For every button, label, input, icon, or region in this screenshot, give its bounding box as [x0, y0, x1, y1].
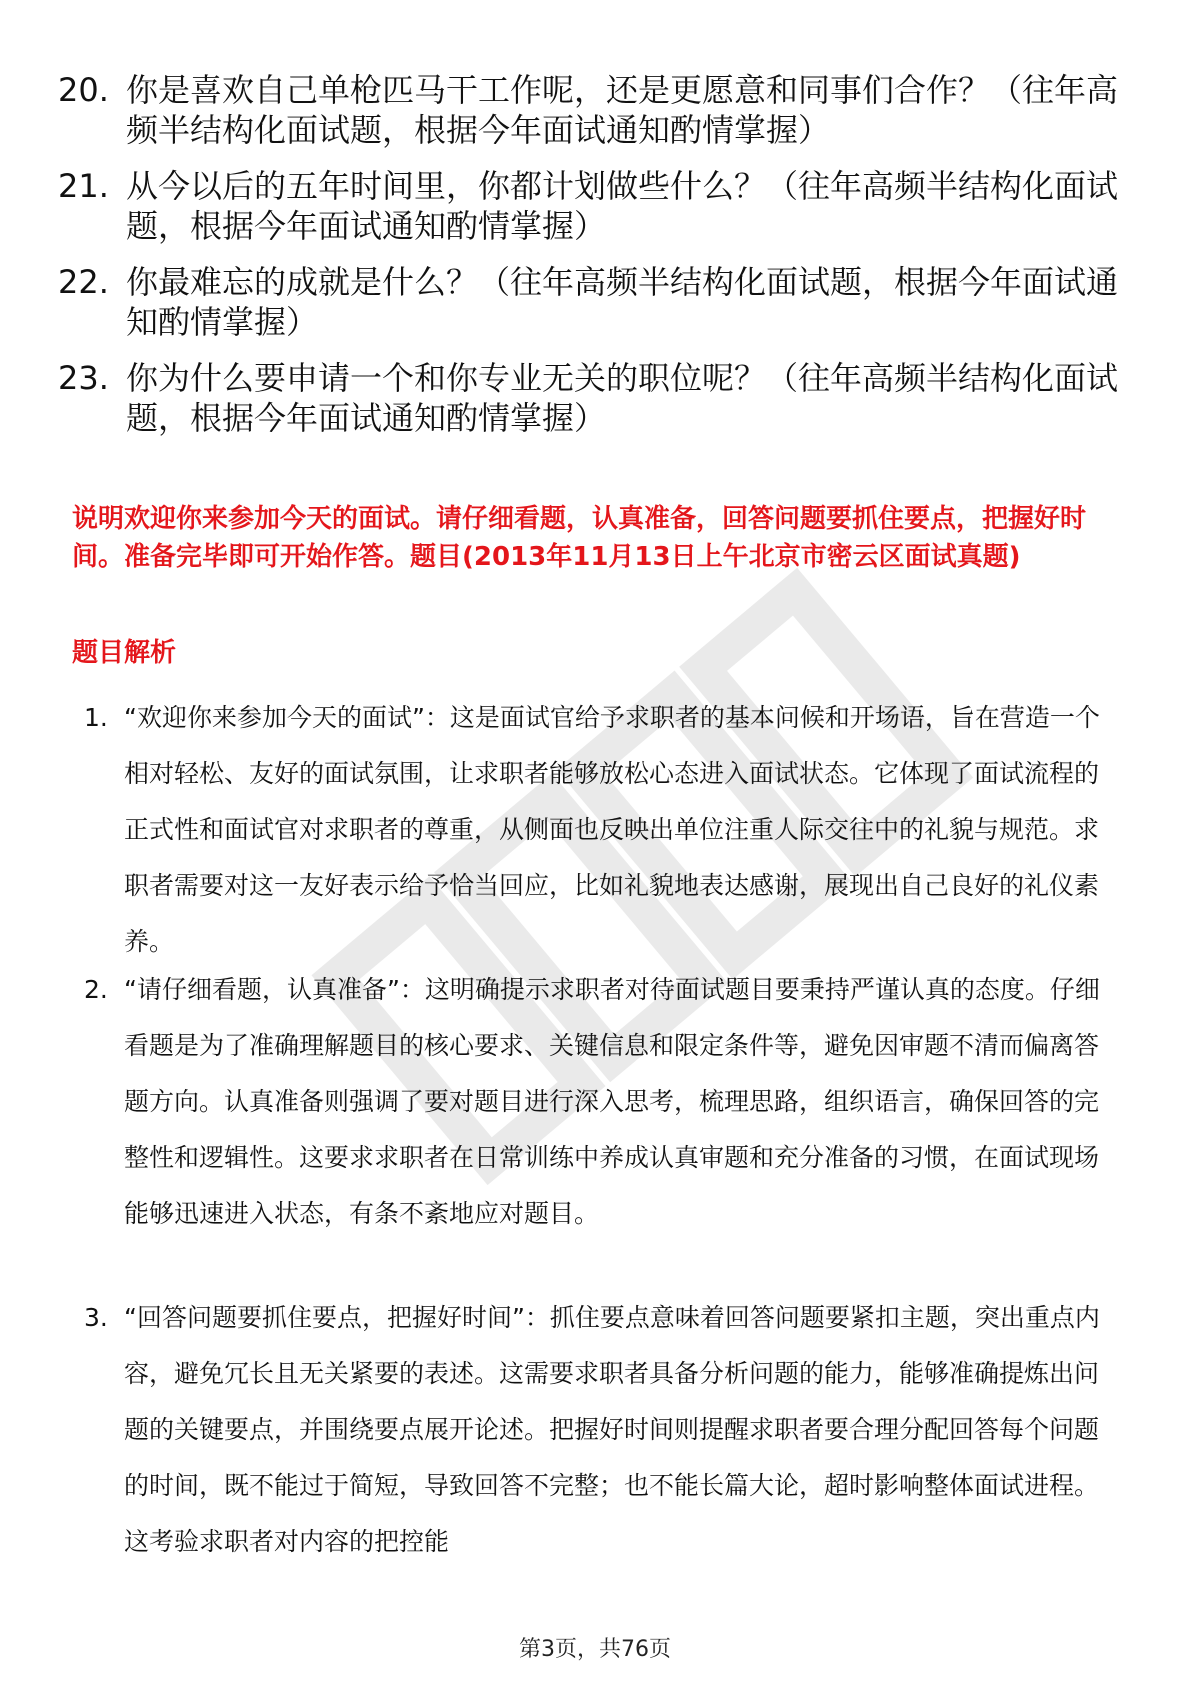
analysis-item-text: “请仔细看题，认真准备”：这明确提示求职者对待面试题目要秉持严谨认真的态度。仔细看题是为了准确理解题目的核心要求、关键信息和限定条件等，避免因审题不清而偏离答题方向。认真准备则强调了要对题目进行深入思考，梳理思路，组织语言，确保回答的完整性和逻辑性。这要求求职者在日常训练中养成认真审题和充分准备的习惯，在面试现场能够迅速进入状态，有条不紊地应对题目。: [124, 975, 1100, 1228]
question-21: [58, 166, 1118, 246]
question-number: 21.: [58, 167, 109, 205]
analysis-item-number: 2.: [84, 975, 108, 1004]
question-text: 你最难忘的成就是什么？（往年高频半结构化面试题，根据今年面试通知酌情掌握）: [126, 263, 1119, 341]
analysis-heading: 题目解析: [72, 638, 177, 668]
notice-paragraph: 说明欢迎你来参加今天的面试。请仔细看题，认真准备，回答问题要抓住要点，把握好时间。准备完毕即可开始作答。题目(2013年11月13日上午北京市密云区面试真题): [72, 504, 1087, 572]
question-number: 23.: [58, 359, 109, 397]
question-number: 22.: [58, 263, 109, 301]
analysis-item-number: 3.: [84, 1303, 108, 1332]
analysis-item-2: [84, 962, 1120, 1242]
question-number: 20.: [58, 71, 109, 109]
question-20: [58, 70, 1118, 150]
analysis-item-text: “欢迎你来参加今天的面试”：这是面试官给予求职者的基本问候和开场语，旨在营造一个相对轻松、友好的面试氛围，让求职者能够放松心态进入面试状态。它体现了面试流程的正式性和面试官对求职者的尊重，从侧面也反映出单位注重人际交往中的礼貌与规范。求职者需要对这一友好表示给予恰当回应，比如礼貌地表达感谢，展现出自己良好的礼仪素养。: [124, 703, 1100, 956]
question-text: 你是喜欢自己单枪匹马干工作呢，还是更愿意和同事们合作？（往年高频半结构化面试题，根据今年面试通知酌情掌握）: [126, 71, 1119, 149]
question-23: [58, 358, 1118, 438]
analysis-item-number: 1.: [84, 703, 108, 732]
question-22: [58, 262, 1118, 342]
analysis-item-1: [84, 690, 1120, 970]
question-text: 从今以后的五年时间里，你都计划做些什么？（往年高频半结构化面试题，根据今年面试通知酌情掌握）: [126, 167, 1119, 245]
question-text: 你为什么要申请一个和你专业无关的职位呢？（往年高频半结构化面试题，根据今年面试通知酌情掌握）: [126, 359, 1119, 437]
analysis-item-text: “回答问题要抓住要点，把握好时间”：抓住要点意味着回答问题要紧扣主题，突出重点内容，避免冗长且无关紧要的表述。这需要求职者具备分析问题的能力，能够准确提炼出问题的关键要点，并围绕要点展开论述。把握好时间则提醒求职者要合理分配回答每个问题的时间，既不能过于简短，导致回答不完整；也不能长篇大论，超时影响整体面试进程。这考验求职者对内容的把控能: [124, 1303, 1100, 1556]
analysis-item-3: [84, 1290, 1120, 1570]
page-footer: 第3页，共76页: [519, 1637, 671, 1662]
